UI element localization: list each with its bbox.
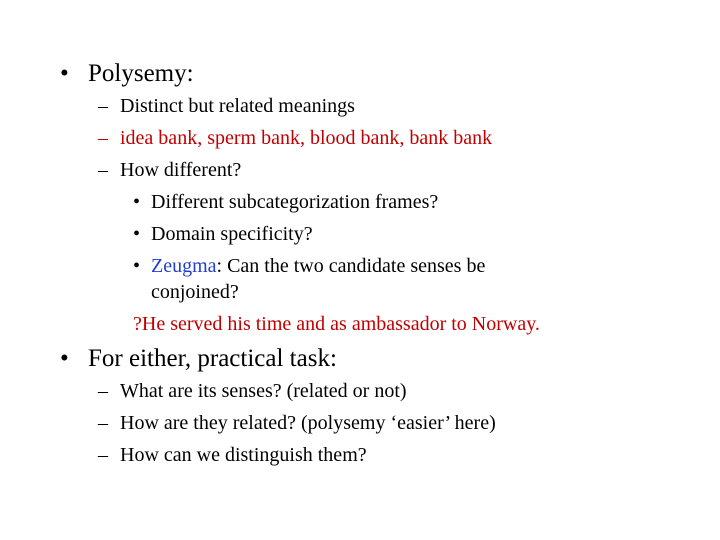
bullet-marker: • [60,345,69,372]
dash-marker: – [98,380,108,402]
sub-bullet-marker: • [133,255,141,277]
list-item: How different? [120,159,242,181]
dash-marker: – [98,444,108,466]
list-item: What are its senses? (related or not) [120,380,407,402]
bullet-marker: • [60,60,69,87]
sub-list-item-zeugma [151,255,485,278]
dash-marker: – [98,159,108,181]
dash-marker: – [98,127,108,149]
zeugma-continuation: conjoined? [151,281,239,303]
sub-bullet-marker: • [133,191,141,213]
example-sentence: ?He served his time and as ambassador to Norway. [133,313,540,335]
sub-list-item: Domain specificity? [151,223,313,245]
section-heading-polysemy: Polysemy: [88,60,194,87]
list-item: How can we distinguish them? [120,444,367,466]
zeugma-term: Zeugma [151,255,217,277]
list-item: Distinct but related meanings [120,95,355,117]
section-heading-practical-task: For either, practical task: [88,345,337,372]
list-item-examples: idea bank, sperm bank, blood bank, bank bank [120,127,493,149]
zeugma-text: : Can the two candidate senses be [216,255,486,277]
dash-marker: – [98,95,108,117]
list-item: How are they related? (polysemy ‘easier’ here) [120,412,496,434]
sub-bullet-marker: • [133,223,141,245]
sub-list-item: Different subcategorization frames? [151,191,439,213]
dash-marker: – [98,412,108,434]
